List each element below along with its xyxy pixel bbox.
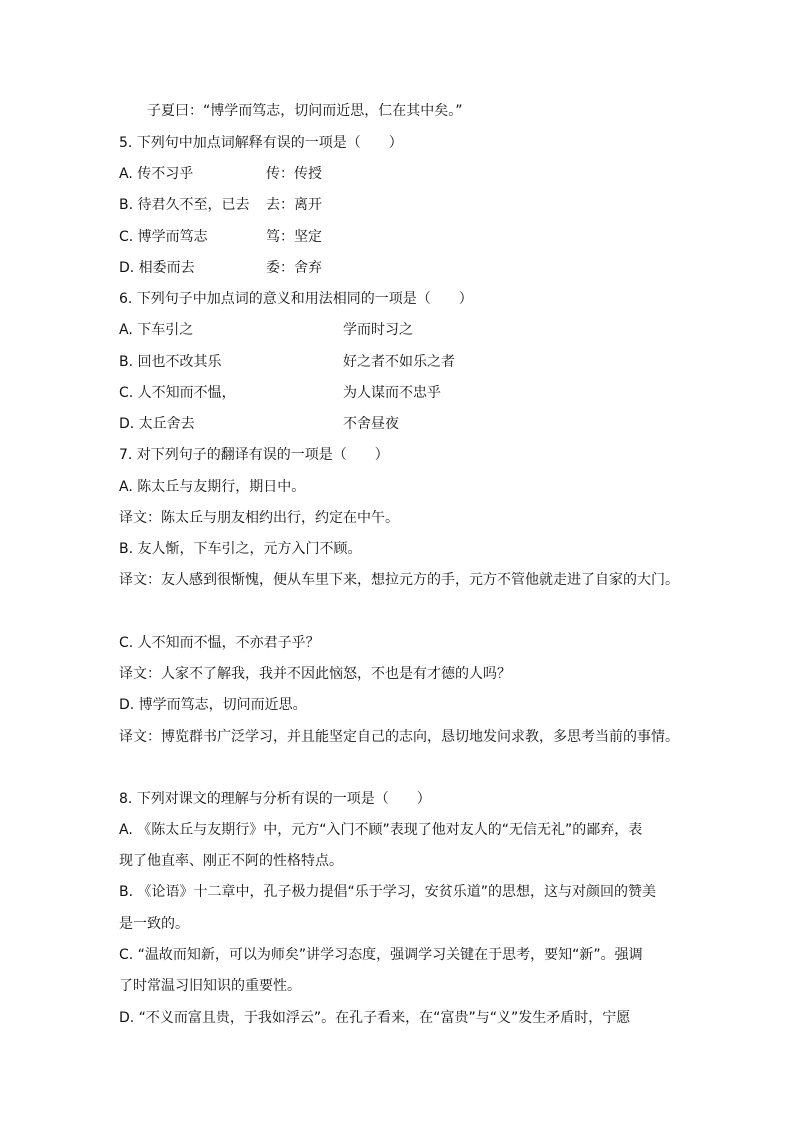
q7-option-a: A. 陈太丘与友期行，期日中。 — [119, 479, 306, 495]
q7-stem: 7. 对下列句子的翻译有误的一项是（ ） — [119, 447, 389, 463]
q8-option-a-line2: 现了他直率、刚正不阿的性格特点。 — [119, 853, 343, 869]
q5-stem: 5. 下列句中加点词解释有误的一项是（ ） — [119, 135, 403, 151]
q8-option-d-line1: D. “不义而富且贵，于我如浮云”。在孔子看来，在“富贵”与“义”发生矛盾时，宁愿 — [119, 1010, 631, 1026]
q6-option-a-compare: 学而时习之 — [343, 322, 413, 338]
q5-option-c-gloss: 笃：坚定 — [266, 229, 322, 245]
q6-option-d-compare: 不舍昼夜 — [343, 416, 399, 432]
q8-option-c-line1: C. “温故而知新，可以为师矣”讲学习态度，强调学习关键在于思考，要知“新”。强调 — [119, 947, 643, 963]
intro-quote: 子夏曰：“博学而笃志，切问而近思，仁在其中矣。” — [147, 103, 463, 119]
q5-option-b: B. 待君久不至，已去 — [119, 197, 250, 213]
q8-option-c-line2: 了时常温习旧知识的重要性。 — [119, 978, 301, 994]
q7-option-a-translation: 译文：陈太丘与朋友相约出行，约定在中午。 — [119, 510, 399, 526]
q6-option-b: B. 回也不改其乐 — [119, 354, 222, 370]
q7-option-b: B. 友人惭，下车引之，元方入门不顾。 — [119, 541, 362, 557]
q6-option-c-compare: 为人谋而不忠乎 — [343, 385, 441, 401]
q6-option-c: C. 人不知而不愠， — [119, 385, 236, 401]
q5-option-b-gloss: 去：离开 — [266, 197, 322, 213]
q6-option-a: A. 下车引之 — [119, 322, 194, 338]
q7-option-c-translation: 译文：人家不了解我，我并不因此恼怒，不也是有才德的人吗？ — [119, 666, 511, 682]
q6-option-d: D. 太丘舍去 — [119, 416, 195, 432]
q8-option-a-line1: A. 《陈太丘与友期行》中，元方“入门不顾”表现了他对友人的“无信无礼”的鄙弃，表 — [119, 822, 643, 838]
q7-option-c: C. 人不知而不愠，不亦君子乎？ — [119, 635, 320, 651]
q7-option-d-translation: 译文：博览群书广泛学习，并且能坚定自己的志向，恳切地发问求教，多思考当前的事情。 — [119, 729, 679, 745]
q8-stem: 8. 下列对课文的理解与分析有误的一项是（ ） — [119, 791, 431, 807]
q8-option-b-line1: B. 《论语》十二章中，孔子极力提倡“乐于学习，安贫乐道”的思想，这与对颜回的赞美 — [119, 884, 657, 900]
q7-option-b-translation: 译文：友人感到很惭愧，便从车里下来，想拉元方的手，元方不管他就走进了自家的大门。 — [119, 572, 679, 588]
q6-option-b-compare: 好之者不如乐之者 — [343, 354, 455, 370]
q5-option-d: D. 相委而去 — [119, 260, 195, 276]
q5-option-c: C. 博学而笃志 — [119, 229, 208, 245]
q5-option-d-gloss: 委：舍弃 — [266, 260, 322, 276]
q7-option-d: D. 博学而笃志，切问而近思。 — [119, 697, 307, 713]
q8-option-b-line2: 是一致的。 — [119, 916, 189, 932]
q5-option-a: A. 传不习乎 — [119, 166, 194, 182]
q5-option-a-gloss: 传：传授 — [266, 166, 322, 182]
q6-stem: 6. 下列句子中加点词的意义和用法相同的一项是（ ） — [119, 291, 473, 307]
